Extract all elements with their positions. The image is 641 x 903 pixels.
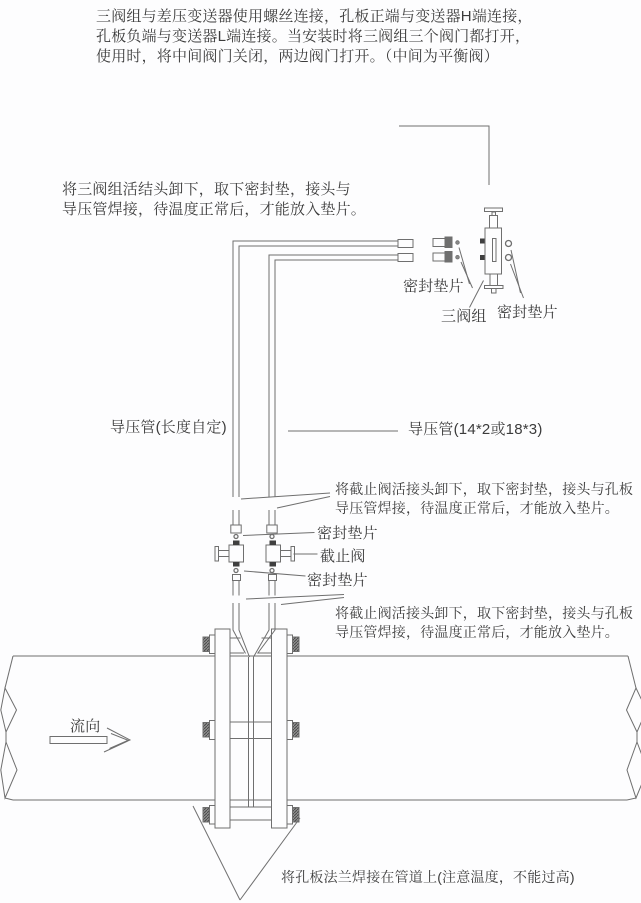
note-line: 孔板负端与变送器L端连接。当安装时将三阀组三个阀门都打开， (96, 28, 531, 45)
stop-valve-label: 截止阀 (320, 548, 366, 565)
note-line: 使用时，将中间阀门关闭，两边阀门打开。（中间为平衡阀） (96, 48, 499, 65)
stop-valve-note-upper (335, 480, 633, 518)
weld-instruction-label: 将孔板法兰焊接在管道上(注意温度，不能过高) (281, 869, 575, 885)
stop-valves-drawing (215, 541, 295, 567)
gasket-left-label: 密封垫片 (403, 278, 464, 295)
note-line: 三阀组与差压变送器使用螺丝连接，孔板正端与变送器H端连接， (96, 8, 533, 25)
three-valve-manifold-label: 三阀组 (441, 308, 487, 325)
gasket-lower-label: 密封垫片 (307, 572, 368, 589)
gasket-right-label: 密封垫片 (497, 304, 558, 321)
union-fittings-lower (233, 575, 277, 596)
flow-direction-label: 流向 (70, 718, 101, 735)
note-line: 导压管焊接，待温度正常后，才能放入垫片。 (62, 201, 367, 218)
note-line: 将三阀组活结头卸下，取下密封垫，接头与 (62, 181, 351, 198)
intro-note (96, 7, 533, 67)
note-line: 将截止阀活接头卸下，取下密封垫，接头与孔板 (335, 605, 634, 621)
gasket-upper-label: 密封垫片 (317, 525, 378, 542)
note-line: 导压管焊接，待温度正常后，才能放入垫片。 (335, 624, 619, 640)
note-line: 导压管焊接，待温度正常后，才能放入垫片。 (335, 500, 619, 516)
flange-tap-tubes (233, 603, 275, 657)
impulse-pipe-length-label: 导压管(长度自定) (110, 419, 227, 436)
orifice-flange-assembly (203, 629, 299, 828)
note-line: 将截止阀活接头卸下，取下密封垫，接头与孔板 (335, 481, 634, 497)
impulse-pipe-lines (233, 240, 413, 498)
union-fittings-upper (231, 510, 277, 533)
stop-valve-note-lower (335, 604, 633, 642)
connector-line (399, 126, 489, 185)
manifold-removal-note (62, 180, 366, 220)
impulse-pipe-spec-label: 导压管(14*2或18*3) (408, 421, 543, 438)
